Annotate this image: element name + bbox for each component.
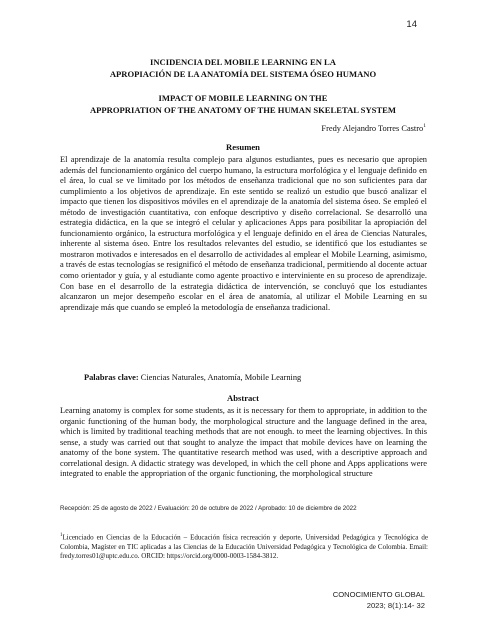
abstract-heading: Abstract: [227, 393, 259, 403]
resumen-text: El aprendizaje de la anatomía resulta complejo para algunos estudiantes, pues es necesario que apropien además del funcionamiento orgánico del cuerpo humano, la estructura morfológica y el lenguaje definido en el área, lo cual se ve limitado por los métodos de enseñanza tradicional que no son suficientes para dar cumplimiento a los objetivos de aprendizaje. En este sentido se realizó un estudio que buscó analizar el impacto que tienen los dispositivos móviles en el aprendizaje de la anatomía del sistema óseo. Se empleó el método de investigación cuantitativa, con enfoque descriptivo y diseño correlacional. Se desarrolló una estrategia didáctica, en la que se integró el celular y aplicaciones Apps para posibilitar la apropiación del funcionamiento orgánico, la estructura morfológica y el lenguaje definido en el área de Ciencias Naturales, inherente al sistema óseo. Entre los resultados relevantes del estudio, se identificó que los estudiantes se mostraron motivados e interesados en el desarrollo de actividades al emplear el Mobile Learning, asimismo, a través de estas tecnologías se resignificó el método de enseñanza tradicional, permitiendo al docente actuar como orientador y guía, y al estudiante como agente proactivo e interviniente en su proceso de aprendizaje. Con base en el desarrollo de la estrategia didáctica de intervención, se concluyó que los estudiantes alcanzaron un mejor desempeño escolar en el área de anatomía, al utilizar el Mobile Learning en su aprendizaje más que cuando se empleó la metodología de enseñanza tradicional.: [60, 154, 427, 312]
submission-dates: Recepción: 25 de agosto de 2022 / Evaluación: 20 de octubre de 2022 / Aprobado: 10 de diciembre de 2022: [60, 505, 357, 512]
title-spanish-line-2: APROPIACIÓN DE LA ANATOMÍA DEL SISTEMA ÓSEO HUMANO: [109, 68, 377, 79]
keywords-label: Palabras clave:: [84, 373, 139, 382]
author-line: [321, 123, 426, 133]
author-name: Fredy Alejandro Torres Castro: [321, 123, 424, 133]
title-english: [60, 93, 426, 116]
page-number: 14: [406, 19, 417, 30]
footnote-text: Licenciado en Ciencias de la Educación – Educación física recreación y deporte, Universidad Pedagógica y Tecnológica de Colombia, Magíster en TIC aplicadas a las Ciencias de la Educación Universidad Pedagógica y Tecnológica de Colombia. Email: fredy.torres01@uptc.edu.co. ORCID: https://orcid.org/0000-0003-1584-3812.: [60, 533, 428, 560]
title-spanish: [60, 57, 426, 80]
author-footnote: [60, 531, 428, 561]
journal-name: CONOCIMIENTO GLOBAL: [332, 590, 425, 599]
footnote-marker: 1: [60, 533, 63, 538]
keywords-value: Ciencias Naturales, Anatomía, Mobile Learning: [140, 373, 302, 382]
resumen-heading: Resumen: [226, 142, 260, 152]
author-footnote-marker: 1: [423, 123, 426, 129]
abstract-text: Learning anatomy is complex for some students, as it is necessary for them to appropriate, in addition to the organic functioning of the human body, the morphological structure and the language defined in the area, which is limited by traditional teaching methods that are not enough. to meet the learning objectives. In this sense, a study was carried out that sought to analyze the impact that mobile devices have on learning the anatomy of the bone system. The quantitative research method was used, with a descriptive approach and correlational design. A didactic strategy was developed, in which the cell phone and Apps applications were integrated to enable the appropriation of the organic functioning, the morphological structure: [60, 405, 427, 479]
journal-citation: 2023; 8(1):14- 32: [366, 601, 425, 610]
title-english-line-1: IMPACT OF MOBILE LEARNING ON THE: [158, 93, 328, 103]
title-spanish-line-1: INCIDENCIA DEL MOBILE LEARNING EN LA: [150, 57, 336, 67]
title-english-line-2: APPROPRIATION OF THE ANATOMY OF THE HUMAN SKELETAL SYSTEM: [89, 104, 397, 115]
keywords-line: [84, 373, 301, 382]
